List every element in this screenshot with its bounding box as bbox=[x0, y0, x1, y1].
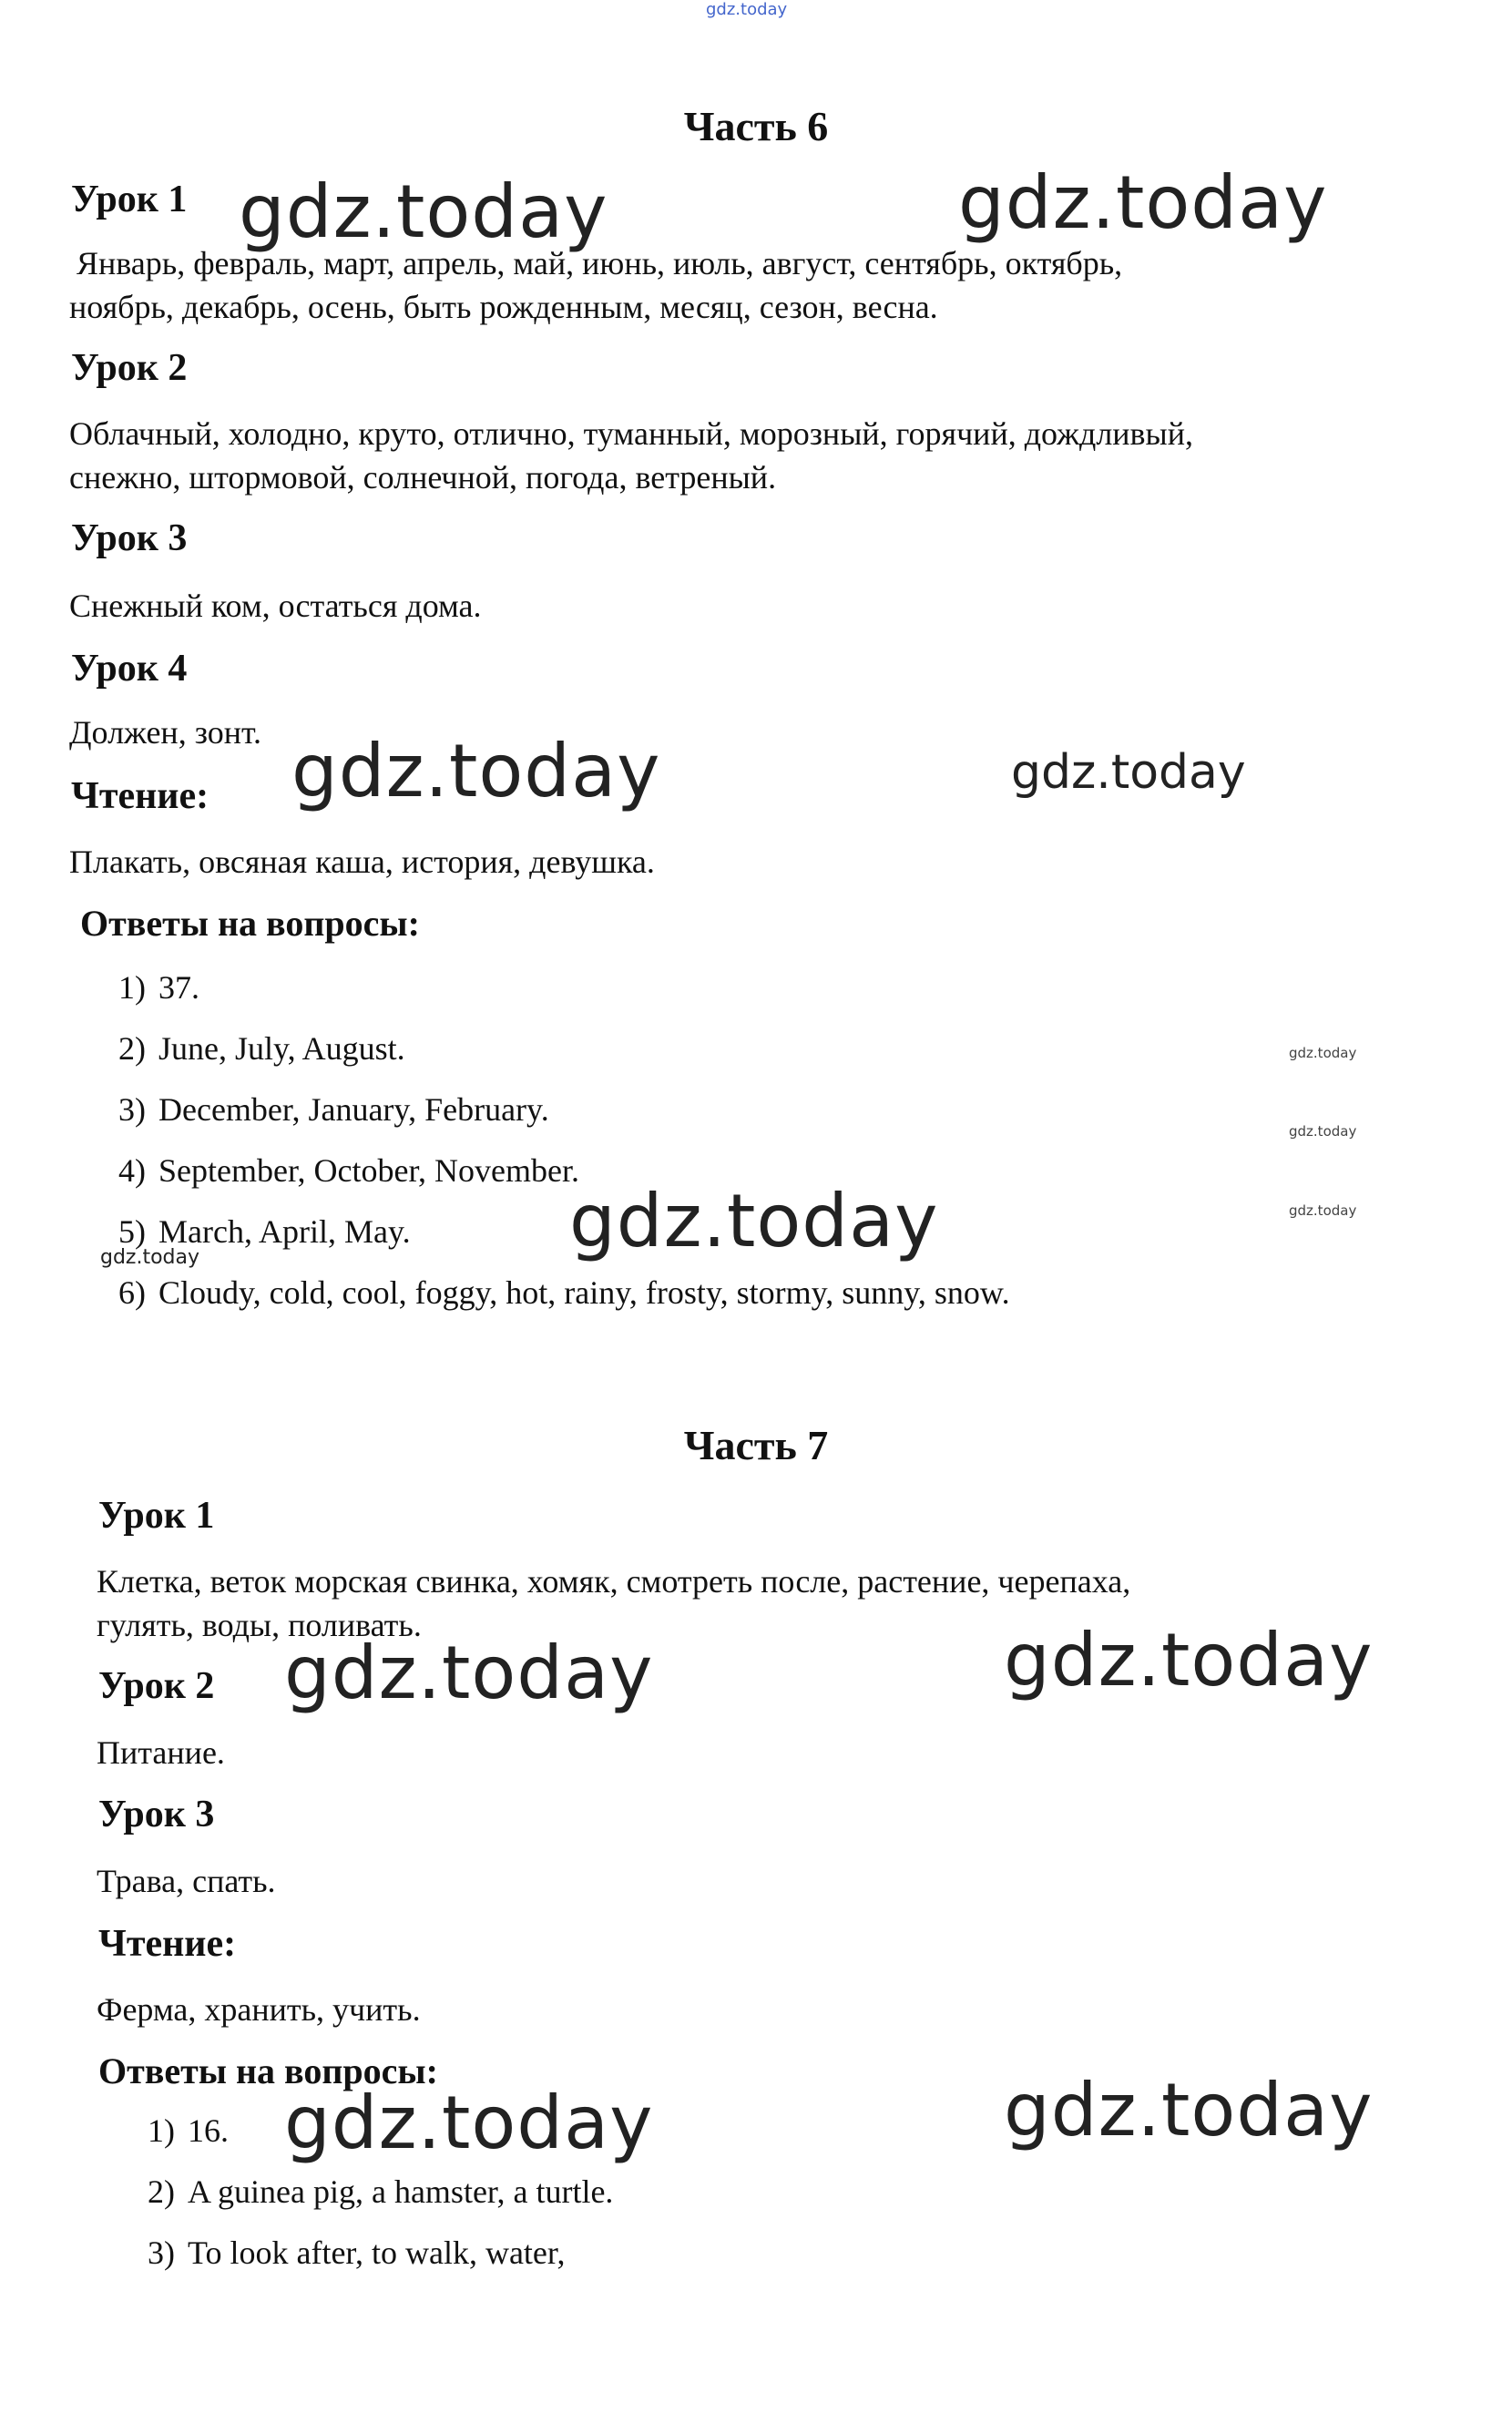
part6-reading-text: Плакать, овсяная каша, история, девушка. bbox=[69, 844, 655, 880]
part7-reading-heading: Чтение: bbox=[98, 1923, 237, 1965]
part6-answer-4 bbox=[98, 1151, 579, 1190]
part6-lesson1-heading: Урок 1 bbox=[71, 179, 188, 220]
answer-text: Cloudy, cold, cool, foggy, hot, rainy, frosty, stormy, sunny, snow. bbox=[158, 1274, 1010, 1311]
answer-text: June, July, August. bbox=[158, 1030, 405, 1067]
part6-lesson2-line1: Облачный, холодно, круто, отлично, туманный, морозный, горячий, дождливый, bbox=[69, 415, 1194, 452]
watermark-top: gdz.today bbox=[706, 0, 788, 19]
part7-lesson1-line1: Клетка, веток морская свинка, хомяк, смотреть после, растение, черепаха, bbox=[97, 1563, 1131, 1600]
part-7-title: Часть 7 bbox=[683, 1422, 829, 1468]
watermark-8: gdz.today bbox=[569, 1179, 939, 1263]
part7-answer-2 bbox=[128, 2173, 613, 2211]
part-6-title: Часть 6 bbox=[683, 103, 829, 149]
answer-number: 4) bbox=[118, 1152, 146, 1189]
answer-number: 3) bbox=[148, 2234, 175, 2271]
part7-lesson3-text: Трава, спать. bbox=[97, 1863, 276, 1899]
answer-number: 6) bbox=[118, 1274, 146, 1311]
answer-number: 1) bbox=[118, 969, 146, 1006]
part6-lesson2-line2: снежно, штормовой, солнечной, погода, ветреный. bbox=[69, 459, 777, 496]
part7-lesson2-text: Питание. bbox=[97, 1734, 225, 1771]
answer-number: 2) bbox=[118, 1030, 146, 1067]
part7-lesson1-line2: гулять, воды, поливать. bbox=[97, 1607, 422, 1643]
part6-lesson3-text: Снежный ком, остаться дома. bbox=[69, 588, 482, 624]
part7-answer-3 bbox=[128, 2234, 565, 2272]
answer-text: December, January, February. bbox=[158, 1091, 549, 1128]
answer-number: 3) bbox=[118, 1091, 146, 1128]
watermark-5: gdz.today bbox=[1289, 1045, 1357, 1061]
part7-answers-heading: Ответы на вопросы: bbox=[98, 2050, 438, 2091]
part6-answer-5 bbox=[98, 1212, 411, 1251]
part6-reading-heading: Чтение: bbox=[71, 775, 209, 817]
part6-lesson3-heading: Урок 3 bbox=[71, 517, 188, 559]
part7-lesson2-heading: Урок 2 bbox=[98, 1665, 215, 1707]
answer-text: 37. bbox=[158, 969, 199, 1006]
watermark-2: gdz.today bbox=[958, 160, 1328, 245]
part6-answer-2 bbox=[98, 1029, 405, 1068]
watermark-6: gdz.today bbox=[1289, 1123, 1357, 1140]
answer-text: March, April, May. bbox=[158, 1213, 411, 1250]
part6-answer-6 bbox=[98, 1273, 1010, 1312]
answer-number: 5) bbox=[118, 1213, 146, 1250]
part6-answer-1 bbox=[98, 968, 199, 1007]
part6-lesson4-heading: Урок 4 bbox=[71, 648, 188, 690]
part6-lesson4-text: Должен, зонт. bbox=[69, 714, 261, 751]
watermark-4: gdz.today bbox=[1011, 745, 1246, 800]
part7-reading-text: Ферма, хранить, учить. bbox=[97, 1991, 421, 2028]
part6-lesson1-line1: Январь, февраль, март, апрель, май, июнь, июль, август, сентябрь, октябрь, bbox=[77, 245, 1123, 281]
watermark-1: gdz.today bbox=[239, 169, 608, 254]
answer-text: To look after, to walk, water, bbox=[188, 2234, 566, 2271]
part7-lesson3-heading: Урок 3 bbox=[98, 1794, 215, 1835]
answer-number: 2) bbox=[148, 2173, 175, 2210]
answer-text: A guinea pig, a hamster, a turtle. bbox=[188, 2173, 614, 2210]
watermark-7: gdz.today bbox=[1289, 1202, 1357, 1219]
answer-number: 1) bbox=[148, 2112, 175, 2149]
watermark-11: gdz.today bbox=[1004, 1618, 1374, 1702]
watermark-3: gdz.today bbox=[291, 729, 661, 813]
watermark-9: gdz.today bbox=[100, 1246, 200, 1269]
part6-lesson2-heading: Урок 2 bbox=[71, 347, 188, 389]
answer-text: 16. bbox=[188, 2112, 229, 2149]
part6-answers-heading: Ответы на вопросы: bbox=[80, 903, 420, 944]
part6-answer-3 bbox=[98, 1090, 549, 1129]
watermark-12: gdz.today bbox=[284, 2081, 654, 2165]
part7-lesson1-heading: Урок 1 bbox=[98, 1495, 215, 1537]
watermark-10: gdz.today bbox=[284, 1631, 654, 1715]
answer-text: September, October, November. bbox=[158, 1152, 579, 1189]
watermark-13: gdz.today bbox=[1004, 2068, 1374, 2152]
part7-answer-1 bbox=[128, 2111, 229, 2150]
part6-lesson1-line2: ноябрь, декабрь, осень, быть рожденным, месяц, сезон, весна. bbox=[69, 289, 938, 325]
